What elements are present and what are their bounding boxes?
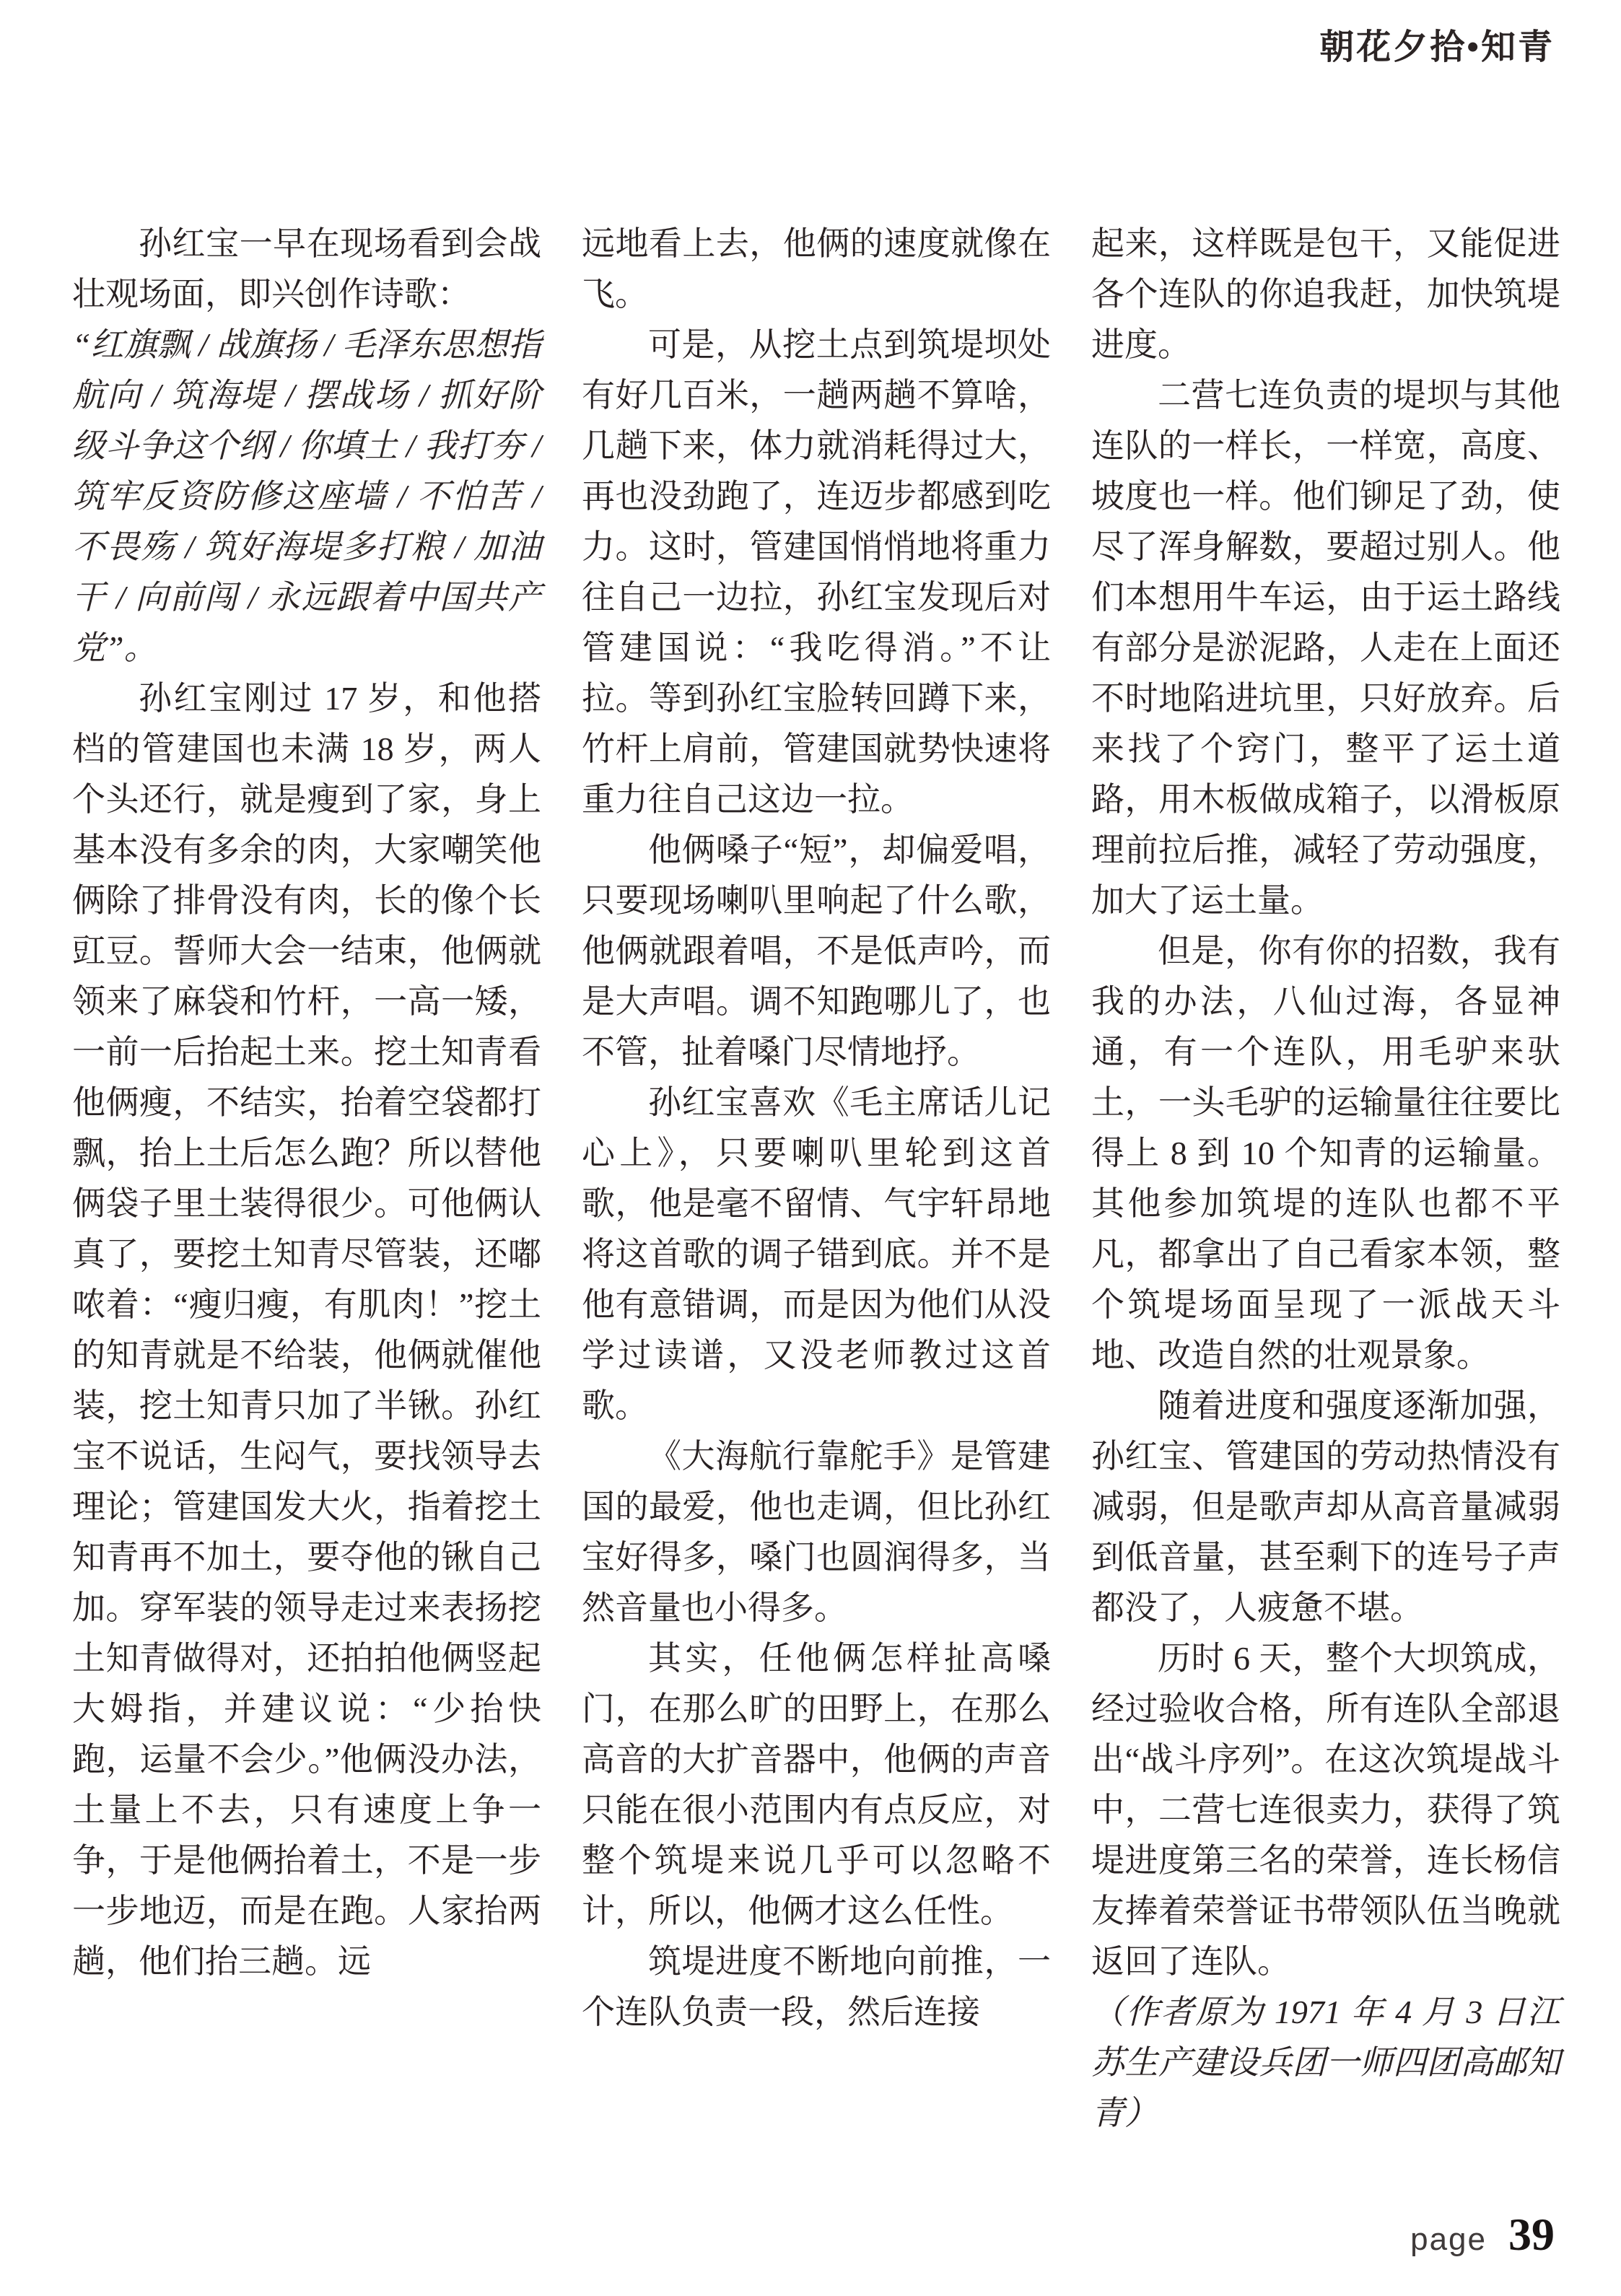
paragraph-continuation: 起来，这样既是包干，又能促进各个连队的你追我赶，加快筑堤进度。 bbox=[1091, 225, 1560, 363]
paragraph: 筑堤进度不断地向前推，一个连队负责一段，然后连接 bbox=[582, 1943, 1051, 2030]
paragraph: 他俩嗓子“短”，却偏爱唱，只要现场喇叭里响起了什么歌，他俩就跟着唱，不是低声吟，而是大声唱。调不知跑哪儿了，也不管，扯着嗓门尽情地抒。 bbox=[582, 831, 1051, 1070]
author-note: （作者原为 1971 年 4 月 3 日江苏生产建设兵团一师四团高邮知青） bbox=[1091, 1994, 1561, 2131]
page-footer bbox=[1410, 2208, 1555, 2261]
paragraph: 历时 6 天，整个大坝筑成，经过验收合格，所有连队全部退出“战斗序列”。在这次筑堤战斗中，二营七连很卖力，获得了筑堤进度第三名的荣誉，连长杨信友捧着荣誉证书带领队伍当晚就返回了连队。 bbox=[1091, 1640, 1560, 1980]
article-body bbox=[72, 219, 1560, 2139]
text-column-1 bbox=[72, 219, 541, 2139]
paragraph-continuation: 远地看上去，他俩的速度就像在飞。 bbox=[582, 225, 1051, 313]
paragraph: 可是，从挖土点到筑堤坝处有好几百米，一趟两趟不算啥，几趟下来，体力就消耗得过大，再也没劲跑了，连迈步都感到吃力。这时，管建国悄悄地将重力往自己一边拉，孙红宝发现后对管建国说：“我吃得消。”不让拉。等到孙红宝脸转回蹲下来，竹杆上肩前，管建国就势快速将重力往自己这边一拉。 bbox=[582, 326, 1051, 818]
paragraph: 但是，你有你的招数，我有我的办法，八仙过海，各显神通，有一个连队，用毛驴来驮土，一头毛驴的运输量往往要比得上 8 到 10 个知青的运输量。其他参加筑堤的连队也都不平凡，都拿出了自己看家本领，整个筑堤场面呈现了一派战天斗地、改造自然的壮观景象。 bbox=[1091, 933, 1560, 1374]
page-number: 39 bbox=[1508, 2209, 1555, 2260]
paragraph: 孙红宝刚过 17 岁，和他搭档的管建国也未满 18 岁，两人个头还行，就是瘦到了家，身上基本没有多余的肉，大家嘲笑他俩除了排骨没有肉，长的像个长豇豆。誓师大会一结束，他俩就领来了麻袋和竹杆，一高一矮，一前一后抬起土来。挖土知青看他俩瘦，不结实，抬着空袋都打飘，抬上土后怎么跑？所以替他俩袋子里土装得很少。可他俩认真了，要挖土知青尽管装，还嘟哝着：“瘦归瘦，有肌肉！”挖土的知青就是不给装，他俩就催他装，挖土知青只加了半锹。孙红宝不说话，生闷气，要找领导去理论；管建国发大火，指着挖土知青再不加土，要夺他的锹自己加。穿军装的领导走过来表扬挖土知青做得对，还拍拍他俩竖起大姆指，并建议说：“少抬快跑，运量不会少。”他俩没办法，土量上不去，只有速度上争一争，于是他俩抬着土，不是一步一步地迈，而是在跑。人家抬两趟，他们抬三趟。远 bbox=[72, 680, 541, 1980]
page-label: page bbox=[1410, 2222, 1487, 2257]
paragraph: 孙红宝一早在现场看到会战壮观场面，即兴创作诗歌： bbox=[72, 225, 541, 313]
paragraph: 孙红宝喜欢《毛主席话儿记心上》，只要喇叭里轮到这首歌，他是毫不留情、气宇轩昂地将这首歌的调子错到底。并不是他有意错调，而是因为他们从没学过读谱，又没老师教过这首歌。 bbox=[582, 1084, 1051, 1424]
section-title: 朝花夕拾•知青 bbox=[1319, 28, 1555, 66]
text-column-2 bbox=[582, 219, 1051, 2139]
paragraph: 二营七连负责的堤坝与其他连队的一样长，一样宽，高度、坡度也一样。他们铆足了劲，使尽了浑身解数，要超过别人。他们本想用牛车运，由于运土路线有部分是淤泥路，人走在上面还不时地陷进坑里，只好放弃。后来找了个窍门，整平了运土道路，用木板做成箱子，以滑板原理前拉后推，减轻了劳动强度，加大了运土量。 bbox=[1091, 377, 1560, 919]
poem-block: “红旗飘 / 战旗扬 / 毛泽东思想指航向 / 筑海堤 / 摆战场 / 抓好阶级斗争这个纲 / 你填土 / 我打夯 / 筑牢反资防修这座墙 / 不怕苦 / 不畏殇 / 筑好海堤多打粮 / 加油干 / 向前闯 / 永远跟着中国共产党”。 bbox=[72, 326, 541, 666]
paragraph: 随着进度和强度逐渐加强，孙红宝、管建国的劳动热情没有减弱，但是歌声却从高音量减弱到低音量，甚至剩下的连号子声都没了，人疲惫不堪。 bbox=[1091, 1387, 1560, 1626]
text-column-3 bbox=[1091, 219, 1560, 2139]
paragraph: 《大海航行靠舵手》是管建国的最爱，他也走调，但比孙红宝好得多，嗓门也圆润得多，当然音量也小得多。 bbox=[582, 1438, 1051, 1626]
paragraph: 其实，任他俩怎样扯高嗓门，在那么旷的田野上，在那么高音的大扩音器中，他俩的声音只能在很小范围内有点反应，对整个筑堤来说几乎可以忽略不计，所以，他俩才这么任性。 bbox=[582, 1640, 1051, 1929]
